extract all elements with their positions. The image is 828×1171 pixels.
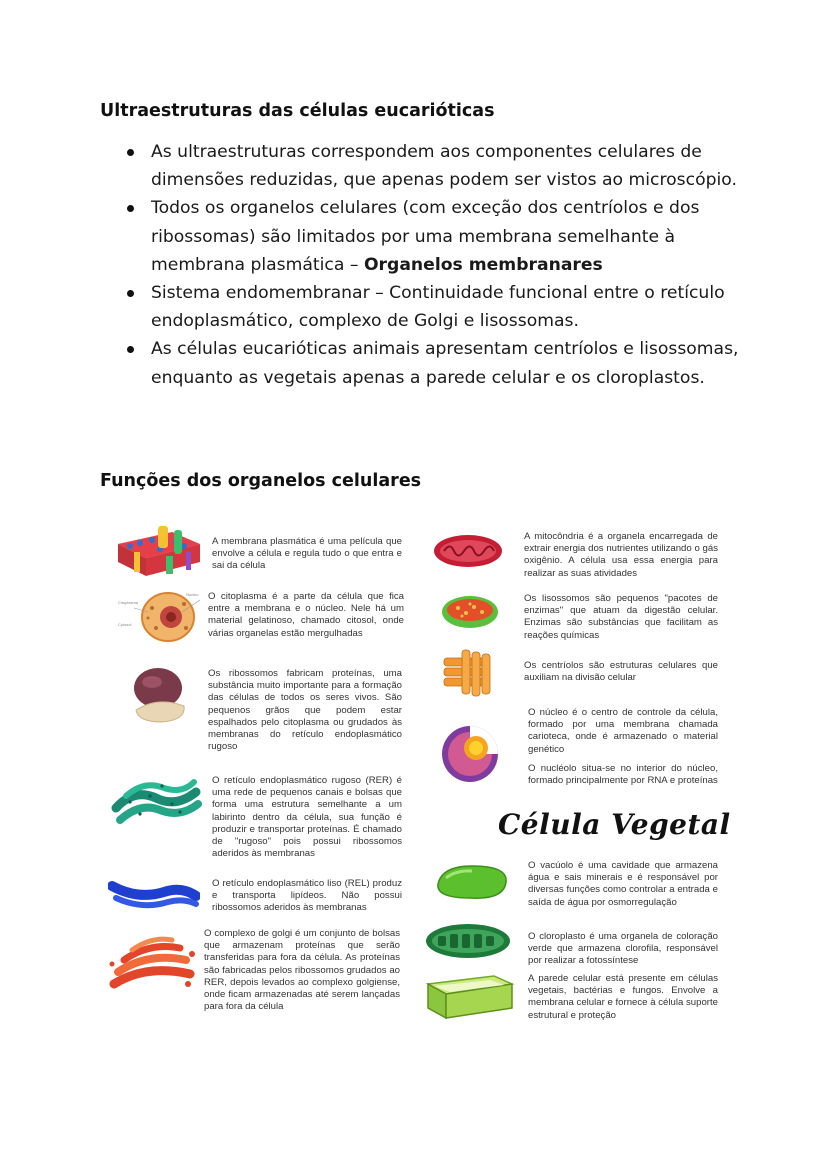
lysosome-illustration bbox=[440, 594, 500, 630]
mitochondria-illustration bbox=[432, 532, 504, 570]
golgi-apparatus-illustration bbox=[106, 934, 198, 994]
mitocondria-description: A mitocôndria é a organela encarregada de extrair energia dos nutrientes utilizando o gás oxigênio. A célula usa essa energia para realizar as suas atividades bbox=[524, 531, 718, 579]
golgi-description: O complexo de golgi é um conjunto de bolsas que armazenam proteínas que serão transferidas para fora da célula. As proteínas são fabricadas pelos ribossomos grudados ao RER, depois levados ao complexo golgiense, onde ficam armazenadas até serem lançadas para fora da célula bbox=[204, 928, 400, 1013]
membrana-description: A membrana plasmática é uma película que envolve a célula e regula tudo o que entra e sai da célula bbox=[212, 536, 402, 572]
parede-description: A parede celular está presente em células vegetais, bactérias e fungos. Envolve a membrana celular e fornece à célula suporte estrutural e proteção bbox=[528, 973, 718, 1021]
nucleolo-description: O nucléolo situa-se no interior do núcleo, formado principalmente por RNA e proteínas bbox=[528, 763, 718, 787]
diagram-label: Citoplasma bbox=[118, 600, 139, 605]
chloroplast-illustration bbox=[424, 922, 512, 960]
bullet-text: As células eucarióticas animais apresentam centríolos e lisossomas, enquanto as vegetais apenas a parede celular e os cloroplastos. bbox=[151, 339, 739, 388]
rel-description: O retículo endoplasmático liso (REL) produz e transporta lipídeos. Não possui ribossomos aderidos às membranas bbox=[212, 878, 402, 914]
vacuolo-description: O vacúolo é uma cavidade que armazena água e sais minerais e é responsável por diversas funções como controlar a entrada e saída de água por osmorregulação bbox=[528, 860, 718, 908]
ribossomos-description: Os ribossomos fabricam proteínas, uma substância muito importante para a formação das células de todos os seres vivos. São pequenos grãos que podem estar espalhados pelo citoplasma ou grudados às membranas do retículo endoplasmático rugoso bbox=[208, 668, 402, 753]
list-item bbox=[124, 138, 744, 194]
section-title-funcoes: Funções dos organelos celulares bbox=[100, 471, 422, 491]
plasma-membrane-illustration bbox=[112, 522, 204, 582]
list-item bbox=[124, 335, 744, 391]
rer-description: O retículo endoplasmático rugoso (RER) é uma rede de pequenos canais e bolsas que forma uma estrutura semelhante a um labirinto dentro da célula, sua função é produzir e transportar proteínas. É chamado de "rugoso" pois possui ribossomos aderidos às membranas bbox=[212, 775, 402, 860]
bullet-text: Todos os organelos celulares (com exceção dos centríolos e dos ribossomas) são limitados por uma membrana semelhante à membrana plasmática – bbox=[151, 198, 700, 275]
cloroplasto-description: O cloroplasto é uma organela de coloração verde que armazena clorofila, responsável por realizar a fotossíntese bbox=[528, 931, 718, 967]
bullet-text: As ultraestruturas correspondem aos componentes celulares de dimensões reduzidas, que apenas podem ser vistos ao microscópio. bbox=[151, 142, 737, 191]
smooth-er-illustration bbox=[108, 872, 200, 910]
ribosome-illustration bbox=[128, 666, 190, 726]
cytoplasm-cell-illustration bbox=[134, 590, 200, 644]
rough-er-illustration bbox=[110, 778, 202, 828]
section-title-ultraestruturas: Ultraestruturas das células eucarióticas bbox=[100, 101, 495, 121]
list-item bbox=[124, 194, 744, 279]
citoplasma-description: O citoplasma é a parte da célula que fica entre a membrana e o núcleo. Nele há um material gelatinoso, chamado citosol, onde várias organelas estão mergulhadas bbox=[208, 591, 404, 639]
list-item bbox=[124, 279, 744, 335]
diagram-label: Cytosol bbox=[118, 622, 132, 627]
nucleo-description: O núcleo é o centro de controle da célula, formado por uma membrana chamada carioteca, onde é armazenado o material genético bbox=[528, 707, 718, 755]
bullet-bold-text: Organelos membranares bbox=[363, 254, 603, 275]
bullet-list bbox=[124, 138, 744, 392]
cell-vegetal-title: Célula Vegetal bbox=[498, 808, 731, 841]
centrioles-illustration bbox=[440, 648, 498, 698]
lisossomos-description: Os lisossomos são pequenos "pacotes de enzimas" que atuam da digestão celular. Enzimas são substâncias que facilitam as reações químicas bbox=[524, 593, 718, 641]
centriolos-description: Os centríolos são estruturas celulares que auxiliam na divisão celular bbox=[524, 660, 718, 684]
cell-wall-illustration bbox=[424, 972, 516, 1022]
vacuole-illustration bbox=[432, 862, 512, 902]
diagram-label: Núcleo bbox=[186, 592, 199, 597]
bullet-text: Sistema endomembranar – Continuidade funcional entre o retículo endoplasmático, complexo de Golgi e lisossomas. bbox=[151, 283, 725, 332]
nucleus-illustration bbox=[432, 722, 512, 784]
